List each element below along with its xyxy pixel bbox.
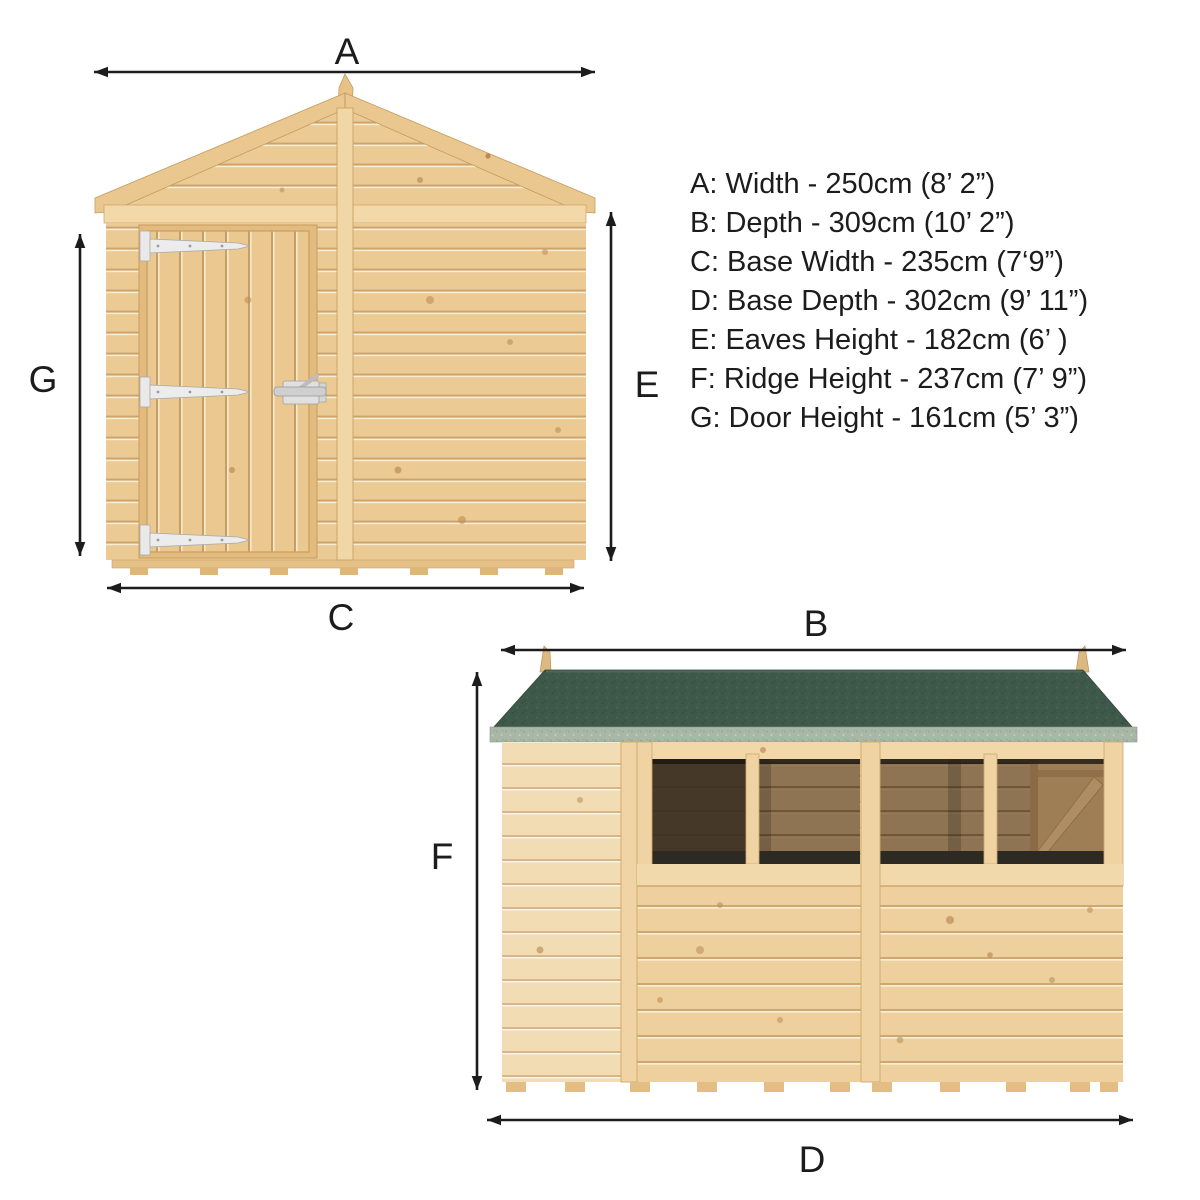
window-mullion-2 xyxy=(984,754,997,864)
window-pane-3 xyxy=(880,759,984,853)
arrow-D-base-depth xyxy=(487,1120,1133,1180)
arrow-G-door-height xyxy=(29,234,80,556)
dimension-line-b: B: Depth - 309cm (10’ 2”) xyxy=(690,207,1015,239)
side-corner-trim xyxy=(621,742,637,1082)
arrow-B-depth xyxy=(501,603,1126,650)
window-pane-2 xyxy=(759,759,860,853)
label-E: E xyxy=(634,364,660,405)
side-floor-bearers xyxy=(506,1082,1118,1092)
dimension-line-c: C: Base Width - 235cm (7‘9”) xyxy=(690,246,1064,278)
front-door xyxy=(139,225,326,558)
dimension-line-f: F: Ridge Height - 237cm (7’ 9”) xyxy=(690,363,1088,395)
label-C: C xyxy=(327,597,355,638)
dimension-list xyxy=(690,165,1088,438)
arrow-F-ridge-height xyxy=(431,672,477,1090)
side-elevation-view xyxy=(431,603,1137,1180)
arrow-C-base-width xyxy=(107,588,584,638)
arrow-A-width xyxy=(94,31,595,72)
arrow-E-eaves-height xyxy=(611,212,659,561)
window-pane-4-interior-door xyxy=(997,759,1104,853)
front-base xyxy=(112,560,574,575)
label-G: G xyxy=(28,359,58,400)
dimension-line-d: D: Base Depth - 302cm (9’ 11”) xyxy=(690,285,1089,317)
label-B: B xyxy=(803,603,829,644)
side-left-panel xyxy=(502,742,622,1082)
label-A: A xyxy=(334,31,360,72)
dimension-line-e: E: Eaves Height - 182cm (6’ ) xyxy=(690,324,1068,356)
dimension-line-a: A: Width - 250cm (8’ 2”) xyxy=(690,168,996,200)
label-D: D xyxy=(798,1139,826,1180)
front-centre-trim xyxy=(337,108,353,560)
label-F: F xyxy=(430,836,454,877)
window-pane-1 xyxy=(652,759,746,853)
window-mullion-1 xyxy=(746,754,759,864)
side-roof xyxy=(490,670,1137,742)
side-centre-post xyxy=(861,742,880,1082)
front-elevation-view xyxy=(29,31,660,638)
dimension-line-g: G: Door Height - 161cm (5’ 3”) xyxy=(690,402,1079,434)
